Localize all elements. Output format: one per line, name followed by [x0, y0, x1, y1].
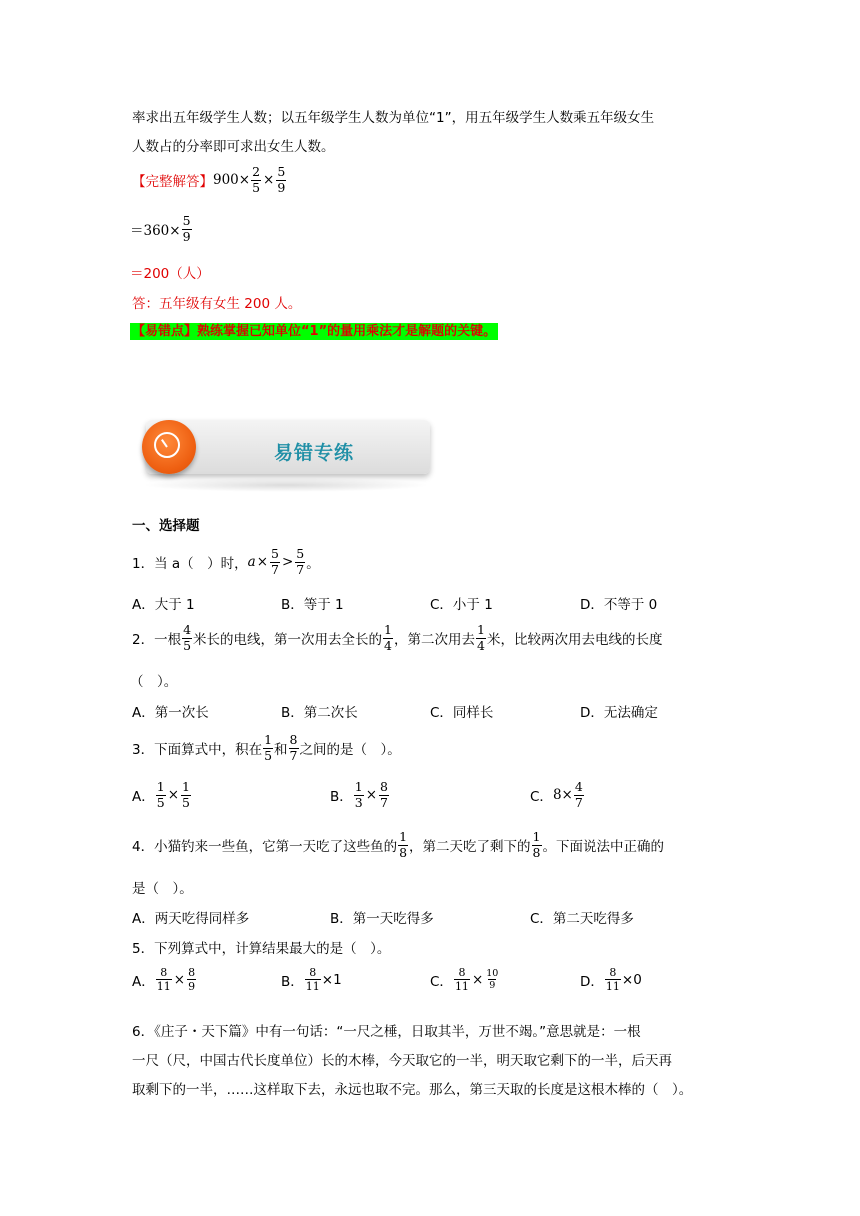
fraction: $\frac{1}{4}$	[477, 622, 485, 653]
answer-label: 【完整解答】	[132, 174, 213, 190]
analysis-line-1: 率求出五年级学生人数；以五年级学生人数为单位“1”，用五年级学生人数乘五年级女生	[132, 110, 655, 126]
fraction: $\frac{1}{5}$	[264, 732, 273, 763]
q1-option-b[interactable]: B．等于 1	[281, 597, 344, 613]
fraction: $\frac{1}{5}$	[182, 779, 190, 810]
banner-title: 易错专练	[274, 442, 355, 464]
question-6-line-2: 一尺（尺，中国古代长度单位）长的木棒，今天取它的一半，明天取它剩下的一半，后天再	[132, 1053, 672, 1069]
q3-option-a[interactable]: A． $\frac{1}{5}$ × $\frac{1}{5}$	[132, 779, 190, 810]
q1-option-a[interactable]: A．大于 1	[132, 597, 195, 613]
answer-line-3: ＝200（人）	[130, 266, 210, 282]
fraction: $\frac{4}{5}$	[183, 622, 192, 653]
banner-shadow	[142, 478, 430, 492]
fraction: $\frac{8}{7}$	[289, 732, 298, 763]
question-3: 3．下面算式中，积在 $\frac{1}{5}$ 和 $\frac{8}{7}$ 之间的是（ ）。	[132, 732, 401, 763]
gauge-icon	[142, 420, 196, 474]
fraction: $\frac{5}{9}$	[182, 213, 191, 244]
fraction: $\frac{8}{11}$	[605, 966, 620, 993]
question-6-line-3: 取剩下的一半，……这样取下去，永远也取不完。那么，第三天取的长度是这根木棒的（ ）。	[132, 1082, 693, 1098]
q2-option-b[interactable]: B．第二次长	[281, 705, 358, 721]
q4-option-a[interactable]: A．两天吃得同样多	[132, 911, 250, 927]
question-1: 1．当 a（ ）时， a × $\frac{5}{7}$ > $\frac{5}{7}$ 。	[132, 546, 320, 577]
answer-line-1: 【完整解答】 900× $\frac{2}{5}$ × $\frac{5}{9}$	[132, 164, 286, 195]
answer-line-2: ＝360× $\frac{5}{9}$	[130, 213, 191, 244]
fraction: $\frac{4}{7}$	[574, 779, 583, 810]
fraction: $\frac{5}{7}$	[296, 546, 305, 577]
q5-option-c[interactable]: C． $\frac{8}{11}$ × $\frac{10}{9}$	[430, 966, 499, 993]
fraction: $\frac{8}{11}$	[454, 966, 469, 993]
q5-option-d[interactable]: D． $\frac{8}{11}$ ×0	[580, 966, 642, 993]
question-4: 4．小猫钓来一些鱼，它第一天吃了这些鱼的 $\frac{1}{8}$ ，第二天吃了剩下的 $\frac{1}{8}$ 。下面说法中正确的	[132, 829, 664, 860]
answer-conclusion: 答：五年级有女生 200 人。	[132, 296, 302, 312]
q2-option-c[interactable]: C．同样长	[430, 705, 494, 721]
q5-option-b[interactable]: B． $\frac{8}{11}$ ×1	[281, 966, 342, 993]
q3-option-c[interactable]: C． 8× $\frac{4}{7}$	[530, 779, 583, 810]
q1-option-c[interactable]: C．小于 1	[430, 597, 493, 613]
fraction: $\frac{1}{5}$	[156, 779, 165, 810]
fraction: $\frac{1}{4}$	[384, 622, 392, 653]
question-4-line-2: 是（ ）。	[132, 881, 193, 897]
answer-expr-lead: 900×	[213, 172, 251, 188]
q2-option-d[interactable]: D．无法确定	[580, 705, 658, 721]
section-heading: 一、选择题	[132, 518, 200, 534]
question-5: 5．下列算式中，计算结果最大的是（ ）。	[132, 941, 391, 957]
fraction: $\frac{8}{11}$	[305, 966, 320, 993]
question-2-line-2: （ ）。	[130, 674, 178, 690]
question-2: 2．一根 $\frac{4}{5}$ 米长的电线，第一次用去全长的 $\frac{1}{4}$ ，第二次用去 $\frac{1}{4}$ 米，比较两次用去电线的长度	[132, 622, 663, 653]
fraction: $\frac{5}{7}$	[271, 546, 279, 577]
fraction: $\frac{1}{8}$	[532, 829, 541, 860]
question-6-line-1: 6．《庄子・天下篇》中有一句话：“一尺之棰，日取其半，万世不竭。”意思就是：一根	[132, 1024, 641, 1040]
error-tip: 【易错点】熟练掌握已知单位“1”的量用乘法才是解题的关键。	[132, 324, 497, 339]
q4-option-c[interactable]: C．第二天吃得多	[530, 911, 634, 927]
section-banner	[132, 416, 432, 496]
q5-option-a[interactable]: A． $\frac{8}{11}$ × $\frac{8}{9}$	[132, 966, 196, 993]
fraction: $\frac{8}{9}$	[188, 966, 196, 993]
fraction: $\frac{1}{8}$	[399, 829, 408, 860]
q1-option-d[interactable]: D．不等于 0	[580, 597, 658, 613]
q3-option-b[interactable]: B． $\frac{1}{3}$ × $\frac{8}{7}$	[330, 779, 388, 810]
analysis-line-2: 人数占的分率即可求出女生人数。	[132, 139, 335, 155]
fraction: $\frac{1}{3}$	[354, 779, 363, 810]
q2-option-a[interactable]: A．第一次长	[132, 705, 209, 721]
fraction: $\frac{8}{7}$	[380, 779, 388, 810]
fraction: $\frac{2}{5}$	[252, 164, 261, 195]
fraction: $\frac{5}{9}$	[277, 164, 286, 195]
fraction: $\frac{8}{11}$	[156, 966, 171, 993]
fraction: $\frac{10}{9}$	[486, 967, 499, 991]
q4-option-b[interactable]: B．第一天吃得多	[330, 911, 434, 927]
